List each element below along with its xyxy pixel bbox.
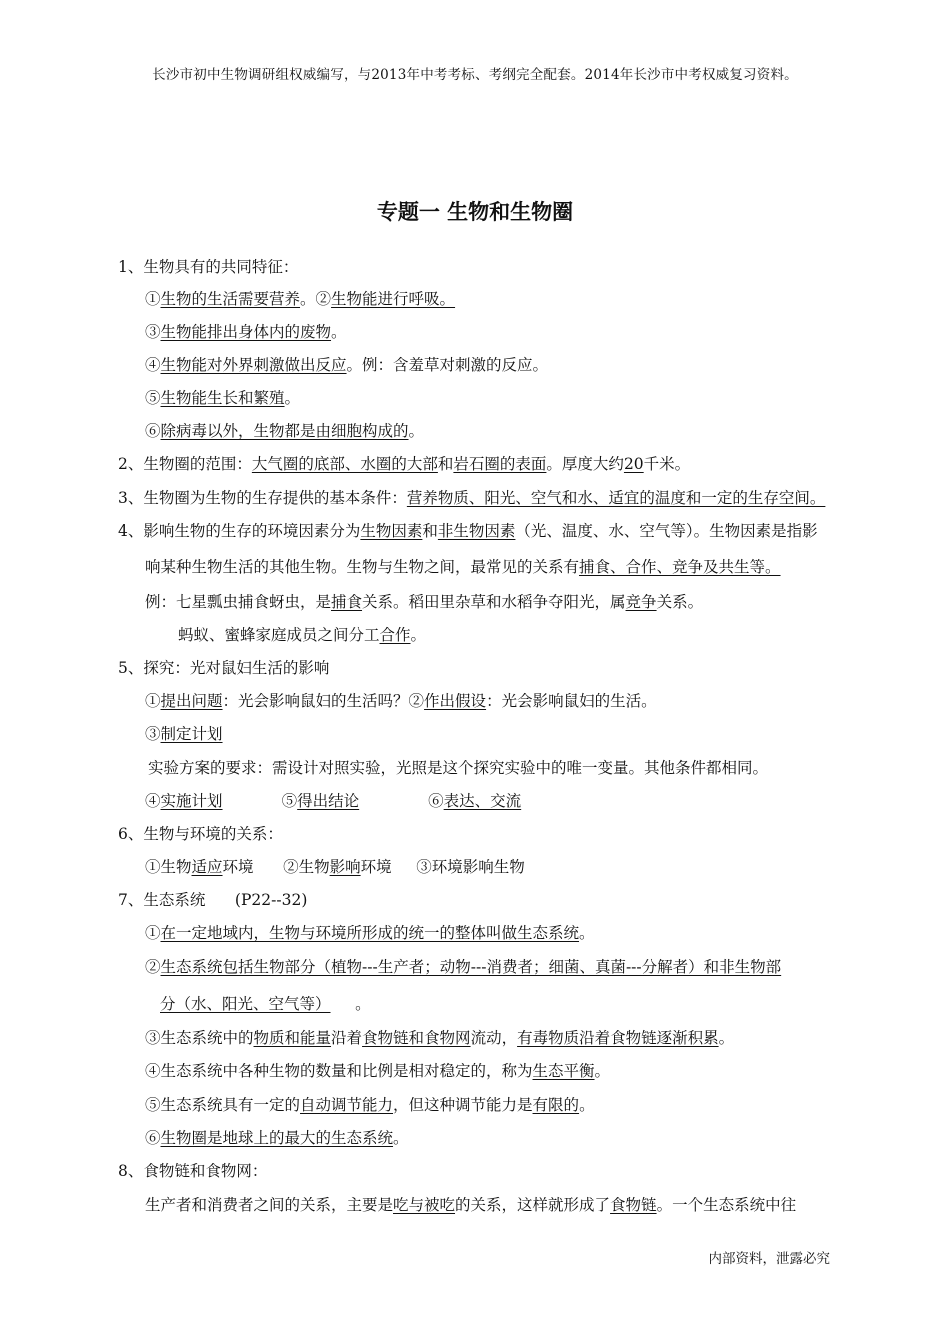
underlined-keyword: 生态系统包括生物部分（植物---生产者；动物---消费者；细菌、真菌---分解者）和非生物部 — [160, 958, 782, 976]
text-segment: 3、生物圈为生物的生存提供的基本条件： — [118, 489, 407, 507]
text-segment: 。 — [718, 1029, 735, 1047]
text-segment: 关系。稻田里杂草和水稻争夺阳光，属 — [362, 593, 626, 611]
underlined-keyword: 影响 — [329, 858, 361, 876]
text-segment: 4、影响生物的生存的环境因素分为 — [118, 522, 361, 540]
text-line — [148, 756, 768, 778]
text-segment: 。 — [330, 995, 371, 1013]
text-segment: 。一个生态系统中往 — [656, 1196, 797, 1214]
underlined-keyword: 作出假设 — [424, 692, 487, 710]
text-line — [178, 623, 426, 645]
text-segment: ①生物 — [145, 858, 192, 876]
underlined-keyword: 生态平衡 — [532, 1062, 595, 1080]
text-line — [145, 1059, 610, 1081]
text-segment: ④ — [145, 792, 161, 810]
text-segment: 的关系，这样就形成了 — [455, 1196, 611, 1214]
text-segment: ⑥ — [145, 422, 161, 440]
text-line — [145, 555, 781, 577]
text-segment: 。 — [393, 1129, 409, 1147]
text-segment: 。 — [410, 626, 427, 644]
text-line — [118, 255, 298, 277]
underlined-keyword: 有限的 — [532, 1096, 580, 1114]
underlined-keyword: 自动调节能力 — [300, 1096, 394, 1114]
text-segment: 蚂蚁、蜜蜂家庭成员之间分工 — [178, 626, 380, 644]
header-note: 长沙市初中生物调研组权威编写，与2013年中考考标、考纲完全配套。2014年长沙市中考权威复习资料。 — [152, 67, 798, 83]
text-segment: 响某种生物生活的其他生物。生物与生物之间，最常见的关系有 — [145, 558, 580, 576]
text-segment: ⑥ — [145, 1129, 161, 1147]
text-segment: ① — [145, 924, 161, 942]
text-line — [145, 921, 595, 943]
text-line — [145, 386, 300, 408]
text-segment: 千米。 — [643, 455, 691, 473]
underlined-keyword: 物质和能量 — [253, 1029, 332, 1047]
text-segment: 。 — [331, 323, 347, 341]
underlined-keyword: 分（水、阳光、空气等） — [160, 995, 331, 1013]
underlined-keyword: 在一定地域内，生物与环境所形成的统一的整体叫做生态系统 — [160, 924, 580, 942]
text-segment: ③生态系统中的 — [145, 1029, 254, 1047]
underlined-keyword: 除病毒以外，生物都是由细胞构成的 — [160, 422, 409, 440]
text-segment: ，但这种调节能力是 — [393, 1096, 533, 1114]
text-segment: 。例：含羞草对刺激的反应。 — [346, 356, 549, 374]
text-line — [118, 519, 818, 541]
text-segment: 。 — [408, 422, 425, 440]
text-segment: 流动， — [470, 1029, 518, 1047]
underlined-keyword: 制定计划 — [160, 725, 223, 743]
text-line — [118, 656, 329, 678]
underlined-keyword: 食物链 — [610, 1196, 657, 1214]
text-line — [118, 822, 283, 844]
text-segment: 。 — [594, 1062, 611, 1080]
text-line — [145, 789, 521, 811]
text-segment: 8、食物链和食物网： — [118, 1162, 268, 1180]
underlined-keyword: 生物能排出身体内的废物 — [160, 323, 332, 341]
text-line — [160, 992, 371, 1014]
text-segment: 环境 ②生物 — [222, 858, 330, 876]
text-segment: ⑥ — [359, 792, 444, 810]
text-line — [145, 855, 525, 877]
text-segment: 和 — [422, 522, 438, 540]
text-segment: 。② — [300, 290, 332, 308]
text-segment: ⑤ — [145, 389, 161, 407]
underlined-keyword: 合作 — [379, 626, 411, 644]
text-line — [145, 320, 347, 342]
text-line — [145, 1093, 595, 1115]
text-segment: 沿着 — [331, 1029, 363, 1047]
text-line — [145, 353, 548, 375]
text-segment: 6、生物与环境的关系： — [118, 825, 283, 843]
footer-note: 内部资料，泄露必究 — [708, 1251, 830, 1267]
text-segment: ⑤ — [222, 792, 298, 810]
text-segment: 2、生物圈的范围： — [118, 455, 252, 473]
text-line — [118, 486, 825, 508]
underlined-keyword: 适应 — [191, 858, 223, 876]
text-line — [118, 888, 307, 910]
text-segment: ③ — [145, 725, 161, 743]
text-segment: ② — [145, 958, 161, 976]
underlined-keyword: 捕食 — [331, 593, 363, 611]
underlined-keyword: 生物能进行呼吸。 — [331, 290, 456, 308]
underlined-keyword: 营养物质、阳光、空气和水、适宜的温度和一定的生存空间。 — [406, 489, 826, 507]
underlined-keyword: 竞争 — [625, 593, 657, 611]
text-segment: 实验方案的要求：需设计对照实验，光照是这个探究实验中的唯一变量。其他条件都相同。 — [148, 759, 769, 777]
underlined-keyword: 得出结论 — [297, 792, 360, 810]
text-segment: ④ — [145, 356, 161, 374]
underlined-keyword: 实施计划 — [160, 792, 223, 810]
underlined-keyword: 大气圈的底部、水圈的大部 — [251, 455, 438, 473]
underlined-keyword: 生物圈是地球上的最大的生态系统 — [160, 1129, 394, 1147]
text-line — [118, 452, 690, 474]
underlined-keyword: 非生物因素 — [437, 522, 516, 540]
underlined-keyword: 食物链和食物网 — [362, 1029, 471, 1047]
text-line — [145, 590, 703, 612]
text-segment: 5、探究：光对鼠妇生活的影响 — [118, 659, 330, 677]
text-segment: 。 — [579, 924, 595, 942]
underlined-keyword: 有毒物质沿着食物链逐渐积累 — [517, 1029, 719, 1047]
text-segment: ：光会影响鼠妇的生活吗？② — [222, 692, 425, 710]
text-line — [145, 722, 223, 744]
text-segment: 环境 ③环境影响生物 — [360, 858, 525, 876]
text-segment: 和 — [437, 455, 454, 473]
text-segment: 例：七星瓢虫捕食蚜虫，是 — [145, 593, 332, 611]
underlined-keyword: 生物能生长和繁殖 — [160, 389, 285, 407]
underlined-keyword: 提出问题 — [160, 692, 223, 710]
text-line — [145, 287, 455, 309]
text-segment: ① — [145, 692, 161, 710]
text-segment: 。厚度大约 — [546, 455, 624, 473]
text-segment: ⑤生态系统具有一定的 — [145, 1096, 301, 1114]
text-segment: ④生态系统中各种生物的数量和比例是相对稳定的，称为 — [145, 1062, 533, 1080]
text-segment: 1、生物具有的共同特征： — [118, 258, 299, 276]
underlined-keyword: 生物的生活需要营养 — [160, 290, 301, 308]
underlined-keyword: 表达、交流 — [443, 792, 522, 810]
text-segment: 。 — [284, 389, 301, 407]
underlined-keyword: 岩石圈的表面 — [453, 455, 547, 473]
text-segment: ：光会影响鼠妇的生活。 — [486, 692, 657, 710]
page-title: 专题一 生物和生物圈 — [376, 200, 574, 224]
underlined-keyword: 生物能对外界刺激做出反应 — [160, 356, 347, 374]
text-segment: 关系。 — [656, 593, 704, 611]
underlined-keyword: 20 — [623, 455, 644, 473]
text-line — [145, 1026, 734, 1048]
underlined-keyword: 生物因素 — [360, 522, 423, 540]
text-line — [118, 1159, 267, 1181]
text-line — [145, 955, 781, 977]
text-line — [145, 1126, 409, 1148]
text-line — [145, 689, 657, 711]
text-segment: ③ — [145, 323, 161, 341]
text-segment: ① — [145, 290, 161, 308]
text-segment: 生产者和消费者之间的关系，主要是 — [145, 1196, 394, 1214]
underlined-keyword: 捕食、合作、竞争及共生等。 — [579, 558, 781, 576]
text-segment: 7、生态系统 (P22--32) — [118, 891, 308, 909]
text-segment: 。 — [579, 1096, 595, 1114]
text-segment: （光、温度、水、空气等）。生物因素是指影 — [515, 522, 818, 540]
text-line — [145, 1193, 796, 1215]
underlined-keyword: 吃与被吃 — [393, 1196, 456, 1214]
text-line — [145, 419, 424, 441]
